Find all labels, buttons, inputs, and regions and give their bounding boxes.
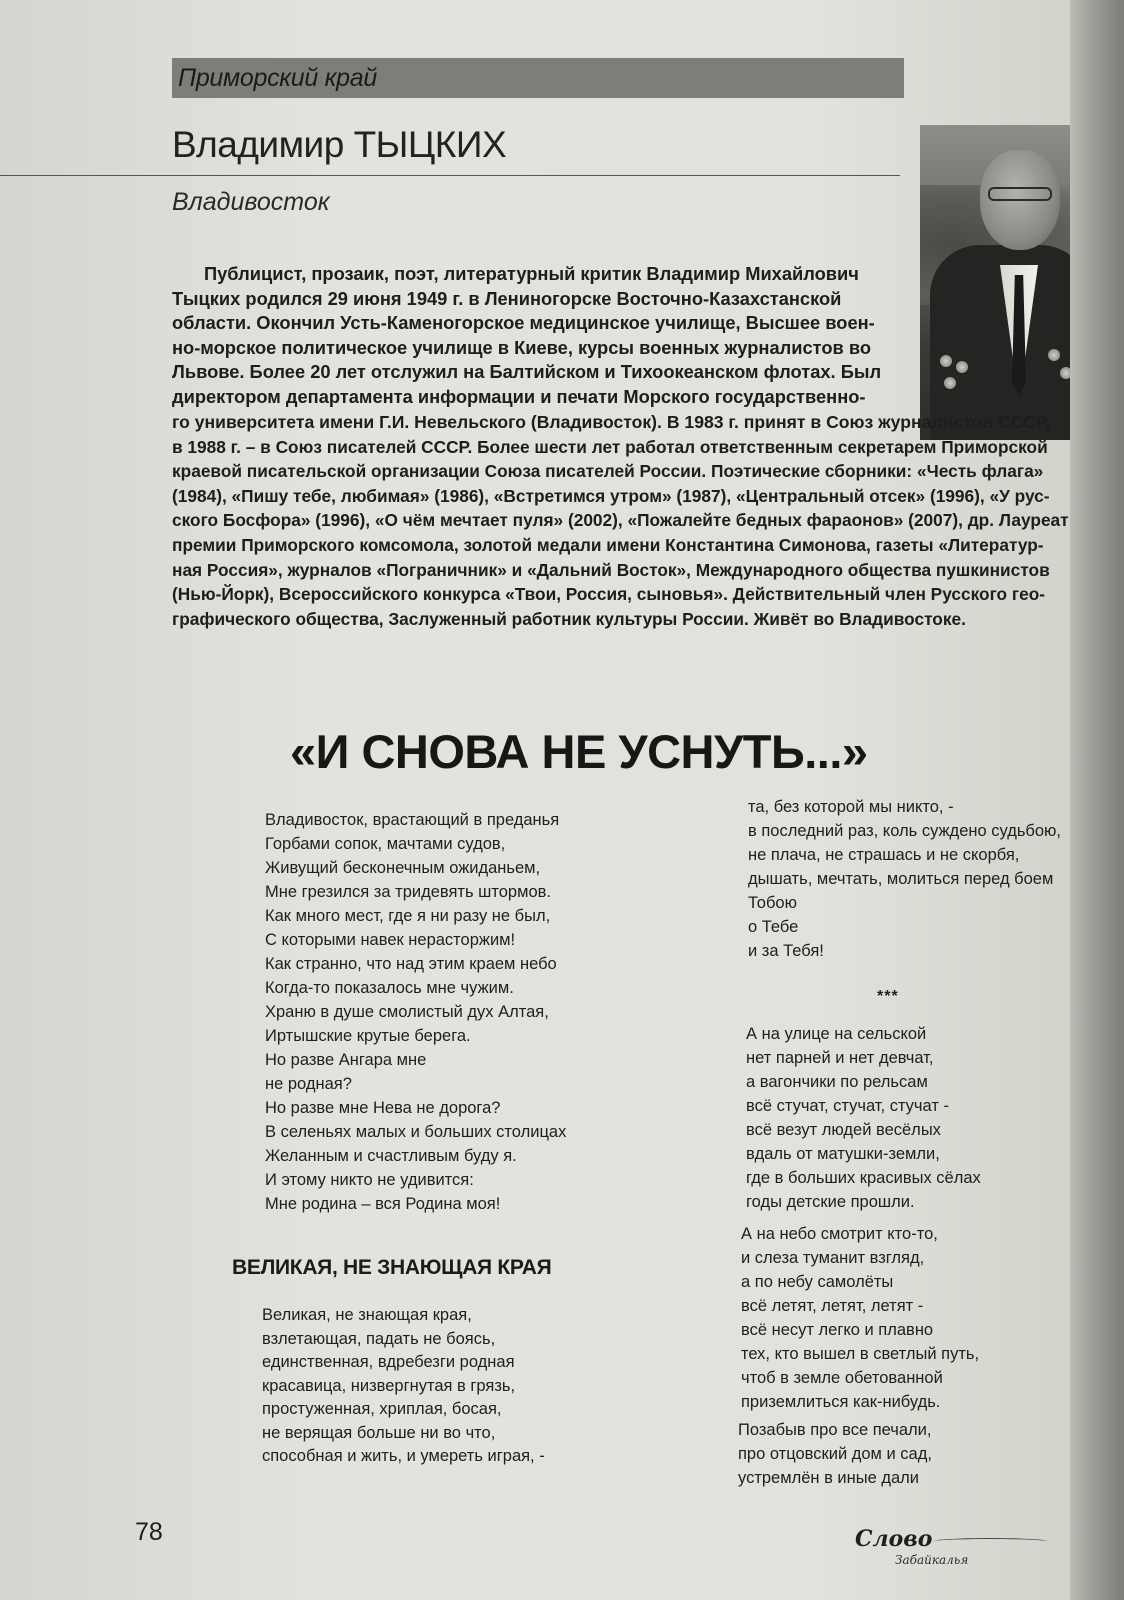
poem-line: Как странно, что над этим краем небо (265, 955, 557, 973)
poem-line: не плача, не страшась и не скорбя, (748, 846, 1020, 864)
book-spine-shadow (1070, 0, 1124, 1600)
poem-velikaya-continued (748, 795, 1061, 963)
poem-line: не верящая больше ни во что, (262, 1423, 496, 1442)
bio-line: Львове. Более 20 лет отслужил на Балтийском и Тихоокеанском флотах. Был (172, 361, 882, 383)
author-portrait-photo (920, 125, 1082, 440)
region-header-bar (172, 58, 904, 98)
author-name: Владимир ТЫЦКИХ (172, 124, 507, 165)
poem-line: в последний раз, коль суждено судьбою, (748, 822, 1062, 840)
poem-line: вдаль от матушки-земли, (746, 1145, 940, 1163)
poem-line: Как много мест, где я ни разу не был, (265, 907, 551, 925)
poem-line: и за Тебя! (748, 942, 824, 960)
poem-line: не родная? (265, 1075, 352, 1093)
author-bio-narrow (172, 262, 910, 410)
bio-line: (Нью-Йорк), Всероссийского конкурса «Твои, Россия, сыновья». Действительный член Русского гео- (172, 584, 1046, 605)
poem-line: годы детские прошли. (746, 1193, 915, 1211)
poem-line: та, без которой мы никто, - (748, 798, 954, 816)
bio-line: (1984), «Пишу тебе, любимая» (1986), «Встретимся утром» (1987), «Центральный отсек» (1996), «У рус- (172, 485, 1050, 506)
poem-line: приземлиться как-нибудь. (741, 1393, 941, 1411)
poem-line: Но разве мне Нева не дорога? (265, 1099, 501, 1117)
poem-line: Когда-то показалось мне чужим. (265, 979, 514, 997)
poem-line: чтоб в земле обетованной (741, 1369, 943, 1387)
poem-line: Желанным и счастливым буду я. (265, 1147, 517, 1165)
poem-line: Горбами сопок, мачтами судов, (265, 835, 506, 853)
bio-line: области. Окончил Усть-Каменогорское медицинское училище, Высшее воен- (172, 312, 875, 334)
poem-line: способная и жить, и умереть играя, - (262, 1447, 545, 1465)
poem-line: тех, кто вышел в светлый путь, (741, 1345, 980, 1363)
bio-line: Тыцких родился 29 июня 1949 г. в Лениногорске Восточно-Казахстанской (172, 287, 842, 309)
poem-line: Иртышские крутые берега. (265, 1027, 471, 1045)
logo-swoosh (933, 1538, 1048, 1545)
poem-village-stanza-2 (741, 1222, 979, 1414)
stanza-separator: *** (877, 988, 899, 1005)
poem-line: Мне грезился за тридевять штормов. (265, 883, 551, 901)
poem-line: и слеза туманит взгляд, (741, 1249, 925, 1267)
poems-title: «И СНОВА НЕ УСНУТЬ...» (290, 725, 868, 778)
poem-line: И этому никто не удивится: (265, 1171, 474, 1189)
medal-icon (1048, 349, 1060, 361)
poem-line: всё стучат, стучат, стучат - (746, 1097, 949, 1115)
poem-line: о Тебе (748, 918, 799, 936)
poem-line: а вагончики по рельсам (746, 1073, 928, 1091)
poem-line: С которыми навек нерасторжим! (265, 931, 516, 949)
author-city: Владивосток (172, 188, 330, 216)
poem-line: А на небо смотрит кто-то, (741, 1225, 938, 1243)
poem-velikaya (262, 1304, 545, 1469)
poem-line: дышать, мечтать, молиться перед боем (748, 870, 1054, 888)
bio-line: Публицист, прозаик, поэт, литературный критик Владимир Михайлович (204, 263, 859, 284)
region-label: Приморский край (178, 64, 377, 92)
bio-line: ная Россия», журналов «Пограничник» и «Дальний Восток», Международного общества пушкинистов (172, 559, 1050, 580)
poem-line: Мне родина – вся Родина моя! (265, 1195, 501, 1213)
poem-line: а по небу самолёты (741, 1273, 894, 1291)
poem-line: Великая, не знающая края, (262, 1306, 472, 1324)
poem-line: нет парней и нет девчат, (746, 1049, 934, 1067)
bio-line: директором департамента информации и печати Морского государственно- (172, 385, 866, 407)
bio-line: краевой писательской организации Союза писателей России. Поэтические сборники: «Честь флага» (172, 461, 1044, 482)
poem-line: всё летят, летят, летят - (741, 1297, 924, 1315)
magazine-logo (855, 1526, 1055, 1576)
bio-line: но-морское политическое училище в Киеве, курсы военных журналистов во (172, 336, 871, 358)
poem-line: всё несут легко и плавно (741, 1321, 934, 1339)
header-rule (0, 175, 900, 176)
poem-subtitle: ВЕЛИКАЯ, НЕ ЗНАЮЩАЯ КРАЯ (232, 1256, 552, 1279)
poem-line: красавица, низвергнутая в грязь, (262, 1376, 516, 1395)
poem-line: единственная, вдребезги родная (262, 1353, 515, 1371)
bio-line: го университета имени Г.И. Невельского (Владивосток). В 1983 г. принят в Союз журналистов СССР, (172, 412, 1051, 432)
author-bio-wide (172, 410, 1070, 631)
bio-line: ского Босфора» (1996), «О чём мечтает пуля» (2002), «Пожалейте бедных фараонов» (2007), др. Лауреат (172, 510, 1069, 531)
page-number: 78 (135, 1518, 163, 1546)
poem-line: Владивосток, врастающий в преданья (265, 811, 560, 829)
logo-word: Слово (855, 1526, 933, 1552)
poem-line: про отцовский дом и сад, (738, 1445, 932, 1463)
poem-village-stanza-3 (738, 1418, 932, 1490)
photo-glasses (988, 187, 1052, 201)
bio-line: в 1988 г. – в Союз писателей СССР. Более шести лет работал ответственным секретарем Приморской (172, 436, 1048, 457)
poem-line: Позабыв про все печали, (738, 1421, 932, 1439)
poem-line: где в больших красивых сёлах (746, 1169, 981, 1187)
poem-line: устремлён в иные дали (738, 1469, 920, 1487)
logo-subtitle: Забайкалья (895, 1553, 969, 1567)
poem-line: Но разве Ангара мне (265, 1051, 427, 1069)
medal-icon (944, 377, 956, 389)
bio-line: графического общества, Заслуженный работник культуры России. Живёт во Владивостоке. (172, 608, 966, 629)
poem-vladivostok (265, 808, 566, 1216)
poem-line: взлетающая, падать не боясь, (262, 1329, 496, 1348)
medal-icon (956, 361, 968, 373)
bio-line: премии Приморского комсомола, золотой медали имени Константина Симонова, газеты «Литератур- (172, 534, 1044, 555)
poem-line: всё везут людей весёлых (746, 1121, 941, 1139)
poem-line: Живущий бесконечным ожиданьем, (265, 859, 541, 877)
poem-line: простуженная, хриплая, босая, (262, 1400, 502, 1418)
poem-village-stanza-1 (746, 1022, 981, 1214)
poem-line: Тобою (748, 894, 797, 912)
poem-line: В селеньях малых и больших столицах (265, 1123, 567, 1141)
poem-line: Храню в душе смолистый дух Алтая, (265, 1003, 549, 1021)
medal-icon (940, 355, 952, 367)
poem-line: А на улице на сельской (746, 1025, 927, 1043)
